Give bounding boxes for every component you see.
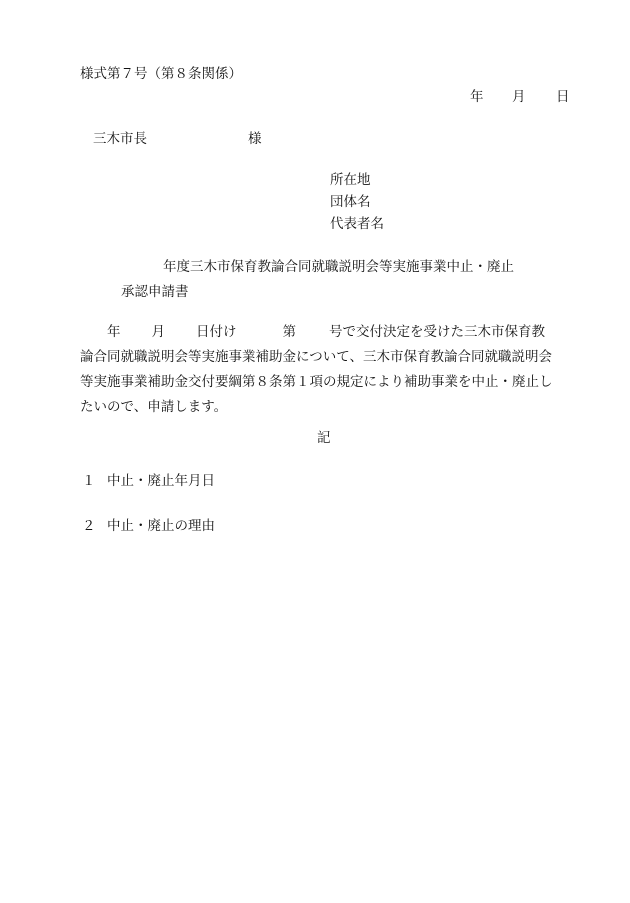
notation-heading: 記	[317, 430, 331, 446]
item-number: １	[82, 473, 96, 489]
form-number: 様式第７号（第８条関係）	[80, 66, 242, 82]
item-label: 中止・廃止の理由	[107, 518, 215, 534]
representative-label: 代表者名	[330, 216, 384, 232]
document-title-line2: 承認申請書	[121, 284, 189, 300]
addressee-name: 三木市長	[93, 131, 147, 147]
body-line-1	[80, 320, 576, 345]
addressee-honorific: 様	[248, 131, 262, 147]
document-title-line1: 年度三木市保育教論合同就職説明会等実施事業中止・廃止	[163, 259, 514, 275]
body-number-prefix: 第	[282, 324, 296, 340]
date-year-label: 年	[470, 89, 484, 105]
body-line-3: 等実施事業補助金交付要綱第８条第１項の規定により補助事業を中止・廃止し	[80, 374, 553, 390]
organization-label: 団体名	[330, 194, 371, 210]
body-line-1-rest: 号で交付決定を受けた三木市保育教	[329, 324, 545, 340]
item-number: ２	[82, 518, 96, 534]
body-month-label: 月	[151, 324, 165, 340]
address-label: 所在地	[330, 172, 371, 188]
date-day-label: 日	[556, 89, 570, 105]
body-day-dated-label: 日付け	[196, 324, 237, 340]
body-line-4: たいので、申請します。	[80, 399, 228, 415]
item-label: 中止・廃止年月日	[107, 473, 215, 489]
date-month-label: 月	[512, 89, 526, 105]
body-paragraph	[80, 320, 576, 420]
body-line-2: 論合同就職説明会等実施事業補助金について、三木市保育教論合同就職説明会	[80, 349, 552, 365]
applicant-block	[330, 174, 384, 240]
body-year-label: 年	[107, 324, 121, 340]
